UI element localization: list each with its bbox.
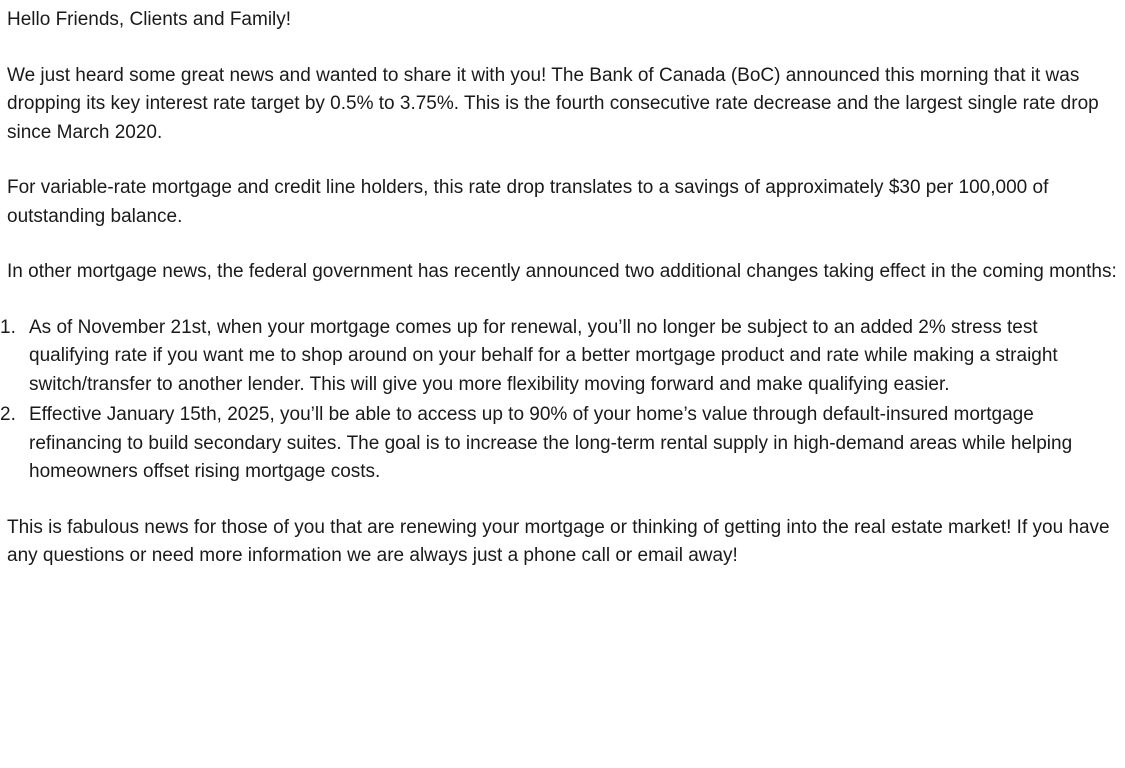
changes-list	[0, 314, 1121, 487]
list-item	[0, 401, 1121, 487]
list-item	[0, 314, 1121, 400]
closing-paragraph: This is fabulous news for those of you that are renewing your mortgage or thinking of getting into the real estate market! If you have any questions or need more information we are always just a phone call or email away!	[7, 516, 1110, 566]
paragraph-variable-rate-savings: For variable-rate mortgage and credit line holders, this rate drop translates to a savings of approximately $30 per 100,000 of outstanding balance.	[7, 177, 1049, 227]
paragraph-mortgage-news-intro: In other mortgage news, the federal government has recently announced two additional changes taking effect in the coming months:	[7, 261, 1117, 282]
list-item-text: Effective January 15th, 2025, you’ll be able to access up to 90% of your home’s value through default-insured mortgage refinancing to build secondary suites. The goal is to increase the long-term rental supply in high-demand areas while helping homeowners offset rising mortgage costs.	[29, 404, 1073, 482]
list-item-number: 2.	[0, 404, 16, 425]
greeting: Hello Friends, Clients and Family!	[7, 9, 292, 30]
paragraph-rate-announcement: We just heard some great news and wanted to share it with you! The Bank of Canada (BoC) announced this morning that it was dropping its key interest rate target by 0.5% to 3.75%. This is the fourth consecutive rate decrease and the largest single rate drop since March 2020.	[7, 64, 1099, 143]
list-item-text: As of November 21st, when your mortgage comes up for renewal, you’ll no longer be subject to an added 2% stress test qualifying rate if you want me to shop around on your behalf for a better mortgage product and rate while making a straight switch/transfer to another lender. This will give you more flexibility moving forward and make qualifying easier.	[29, 316, 1058, 395]
email-body	[0, 6, 1121, 598]
list-item-number: 1.	[0, 316, 16, 338]
